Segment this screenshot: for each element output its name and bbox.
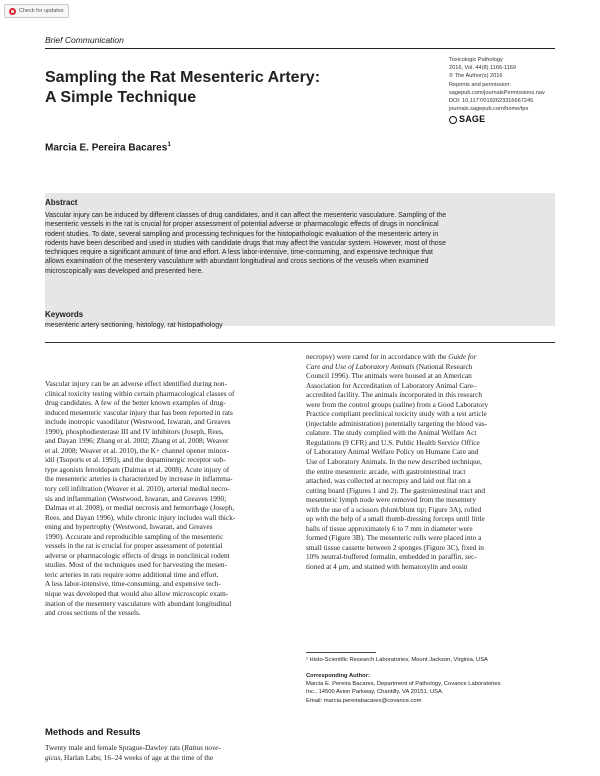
abstract-line: techniques require a significant amount of time and effort. A less labor-intensive, time-consuming, and expensive technique that	[45, 249, 433, 257]
body-line: mesenteric lymph node were removed from the mesentery	[306, 495, 476, 505]
body-line: 10% neutral-buffered formalin, embedded in paraffin, sec-	[306, 552, 477, 562]
body-line: Vascular injury can be an adverse effect identified during non-	[45, 379, 228, 388]
body-line: sis and inflammation (Westwood, Iswaran, and Greaves 1990;	[45, 493, 227, 503]
body-line: nique was developed that would also allow microscopic exam-	[45, 589, 229, 599]
body-line-right-1: necropsy) were cared for in accordance with the Guide for	[306, 352, 477, 361]
body-line: ening and hypertrophy (Westwood, Iswaran, and Greaves	[45, 522, 213, 532]
body-line: et al. 2008; Weaver et al. 2010), the K+ channel opener minox-	[45, 445, 230, 455]
abstract-text	[45, 211, 555, 276]
body-line: 1990), phosphodiesterase III and IV inhibitors (Joseph, Rees,	[45, 426, 224, 436]
body-line-right-2: Care and Use of Laboratory Animals (National Research	[306, 361, 473, 371]
body-line: ination of the mesentery vasculature with abundant longitudinal	[45, 598, 232, 608]
body-line: idil (Tsoporis et al. 1993), and the dopaminergic receptor sub-	[45, 455, 226, 465]
body-line: cutting board (Figures 1 and 2). The gastrointestinal tract and	[306, 485, 485, 495]
check-for-updates-badge[interactable]	[4, 4, 69, 18]
abstract-line: microscopically was developed and presented here.	[45, 267, 204, 275]
sage-logo-icon	[449, 116, 457, 124]
body-line: accredited facility. The animals incorporated in this research	[306, 390, 483, 400]
abstract-line: Vascular injury can be induced by different classes of drug candidates, and it can affect the mesenteric vasculature. Sampling of the	[45, 212, 447, 219]
article-type-label: Brief Communication	[45, 35, 124, 45]
corresponding-author-line: Marcia E. Pereira Bacares, Department of Pathology, Covance Laboratories	[306, 681, 501, 688]
body-line: and cross sections of the vessels.	[45, 608, 141, 618]
affiliation-footnote: ¹ Histo-Scientific Research Laboratories, Mount Jackson, Virginia, USA	[306, 657, 488, 663]
body-line: culature. The study complied with the Animal Welfare Act	[306, 428, 477, 438]
body-line: Practice compliant preclinical toxicity study with a test article	[306, 409, 487, 419]
permissions-link[interactable]: sagepub.com/journalsPermissions.nav	[449, 89, 545, 96]
reprints-line: Reprints and permission:	[449, 81, 511, 88]
title-line-2: A Simple Technique	[45, 89, 197, 106]
body-line: and Dayan 1996; Zhang et al. 2002; Zhang et al. 2008; Weaver	[45, 436, 229, 446]
body-line: Use of Laboratory Animals. In the new described technique,	[306, 457, 482, 467]
abstract-line: allows examination of the mesentery vasculature with abundant longitudinal and cross sections of the vessels when examined	[45, 258, 429, 266]
body-line: tioned at 4 μm, and stained with hematoxylin and eosin	[306, 562, 468, 572]
body-line: attached, was collected at necropsy and laid out flat on a	[306, 476, 471, 486]
journal-name: Toxicologic Pathology	[449, 57, 503, 63]
body-line: with the use of a scissors (blunt/blunt tip; Figure 3A), rolled	[306, 504, 482, 514]
keywords-heading: Keywords	[45, 310, 84, 319]
body-line: induced mesenteric vascular injury that has been reported in rats	[45, 407, 233, 417]
corresponding-author-email[interactable]: Email: marcia.pereirabacares@covance.com	[306, 697, 422, 704]
body-line: 1990). Accurate and reproducible sampling of the mesenteric	[45, 531, 224, 541]
journal-home-link[interactable]: journals.sagepub.com/home/tpx	[449, 106, 529, 113]
abstract-line: rodent studies. To date, several sampling and processing techniques for the histopathologic evaluation of the mesenteric artery in	[45, 230, 439, 238]
body-line: include inotropic vasodilator (Westwood, Iswaran, and Greaves	[45, 417, 231, 427]
abstract-divider	[45, 342, 555, 343]
publisher-name: SAGE	[459, 114, 486, 125]
body-line: adverse or pharmacologic effects of drugs in nonclinical rodent	[45, 550, 230, 560]
author-name-text: Marcia E. Pereira Bacares	[45, 142, 168, 154]
body-line: Dalmas et al. 2008), or medial necrosis and hemorrhage (Joseph,	[45, 503, 235, 513]
author-affiliation-mark: 1	[167, 141, 171, 148]
body-line: formed (Figure 3B). The mesenteric rolls were placed into a	[306, 533, 482, 543]
body-line: type agonists fenoldopam (Dalmas et al. 2008). Acute injury of	[45, 464, 230, 474]
author-name	[45, 141, 171, 153]
doi-link[interactable]: DOI: 10.1177/0192623316667245	[449, 98, 534, 105]
publisher-logo	[449, 115, 594, 123]
body-line: Association for Accreditation of Laboratory Animal Care–	[306, 380, 477, 390]
corresponding-author-heading: Corresponding Author:	[306, 673, 370, 679]
methods-line-1: Twenty male and female Sprague-Dawley rats (Rattus nove-	[45, 743, 221, 752]
body-column-left	[45, 379, 293, 618]
abstract-line: rodents have been described and used in studies with candidate drugs that may affect the vascular system. However, most of those	[45, 239, 446, 247]
footnote-divider	[306, 652, 376, 653]
body-line: small tissue cassette between 2 sponges (Figure 3C), fixed in	[306, 542, 484, 552]
body-line: tory cell infiltration (Weaver et al. 2010), arterial medial necro-	[45, 484, 230, 494]
journal-info-block	[449, 56, 594, 124]
title-line-1: Sampling the Rat Mesenteric Artery:	[45, 69, 321, 86]
body-line: Regulations (9 CFR) and U.S. Public Health Service Office	[306, 437, 480, 447]
methods-line-2: gicus, Harlan Labs; 16–24 weeks of age at the time of the	[45, 752, 214, 762]
corresponding-author-line: Inc., 14500 Avion Parkway, Chantilly, VA 20151, USA.	[306, 689, 444, 696]
body-line: the mesenteric arteries is characterized by increase in inflamma-	[45, 474, 233, 484]
body-line: the entire mesenteric arcade, with gastrointestinal tract	[306, 466, 466, 476]
body-line: studies. Most of the techniques used for harvesting the mesen-	[45, 560, 227, 570]
body-line: balls of tissue approximately 6 to 7 mm in diameter were	[306, 523, 473, 533]
keywords-text: mesenteric artery sectioning, histology, rat histopathology	[45, 322, 223, 329]
body-line: of Laboratory Animal Welfare Policy on Humane Care and	[306, 447, 479, 457]
body-line: teric arteries in rats require some additional time and effort.	[45, 569, 219, 579]
header-divider	[45, 48, 555, 49]
update-icon	[9, 8, 16, 15]
body-line: vessels in the rat is crucial for proper assessment of potential	[45, 541, 223, 551]
abstract-heading: Abstract	[45, 198, 78, 207]
body-line: clinical toxicity testing within certain pharmacological classes of	[45, 388, 235, 398]
body-line: were from the control groups (saline) from a Good Laboratory	[306, 399, 489, 409]
body-line: (injectable administration) potentially targeting the blood vas-	[306, 418, 488, 428]
body-line: Council 1996). The animals were housed at an American	[306, 371, 472, 381]
body-line: A less labor-intensive, time-consuming, and expensive tech-	[45, 579, 221, 589]
body-line: drug candidates. A few of the better known examples of drug-	[45, 398, 226, 408]
copyright-line: © The Author(s) 2016	[449, 73, 503, 80]
abstract-line: mesenteric vessels in the rat is crucial for proper assessment of potential adverse or pharmacologic effects of drugs in nonclinical	[45, 221, 439, 229]
methods-text	[45, 743, 293, 762]
body-line: up with the help of a small thumb-dressing forceps until little	[306, 514, 485, 524]
corresponding-author-block	[306, 672, 556, 705]
article-title	[45, 68, 375, 108]
methods-heading: Methods and Results	[45, 727, 141, 738]
check-for-updates-label: Check for updates	[19, 8, 64, 14]
body-column-right	[306, 352, 555, 572]
journal-volume: 2016, Vol. 44(8) 1166-1169	[449, 65, 516, 72]
body-line: Rees, and Dayan 1996), while chronic injury includes wall thick-	[45, 512, 236, 522]
